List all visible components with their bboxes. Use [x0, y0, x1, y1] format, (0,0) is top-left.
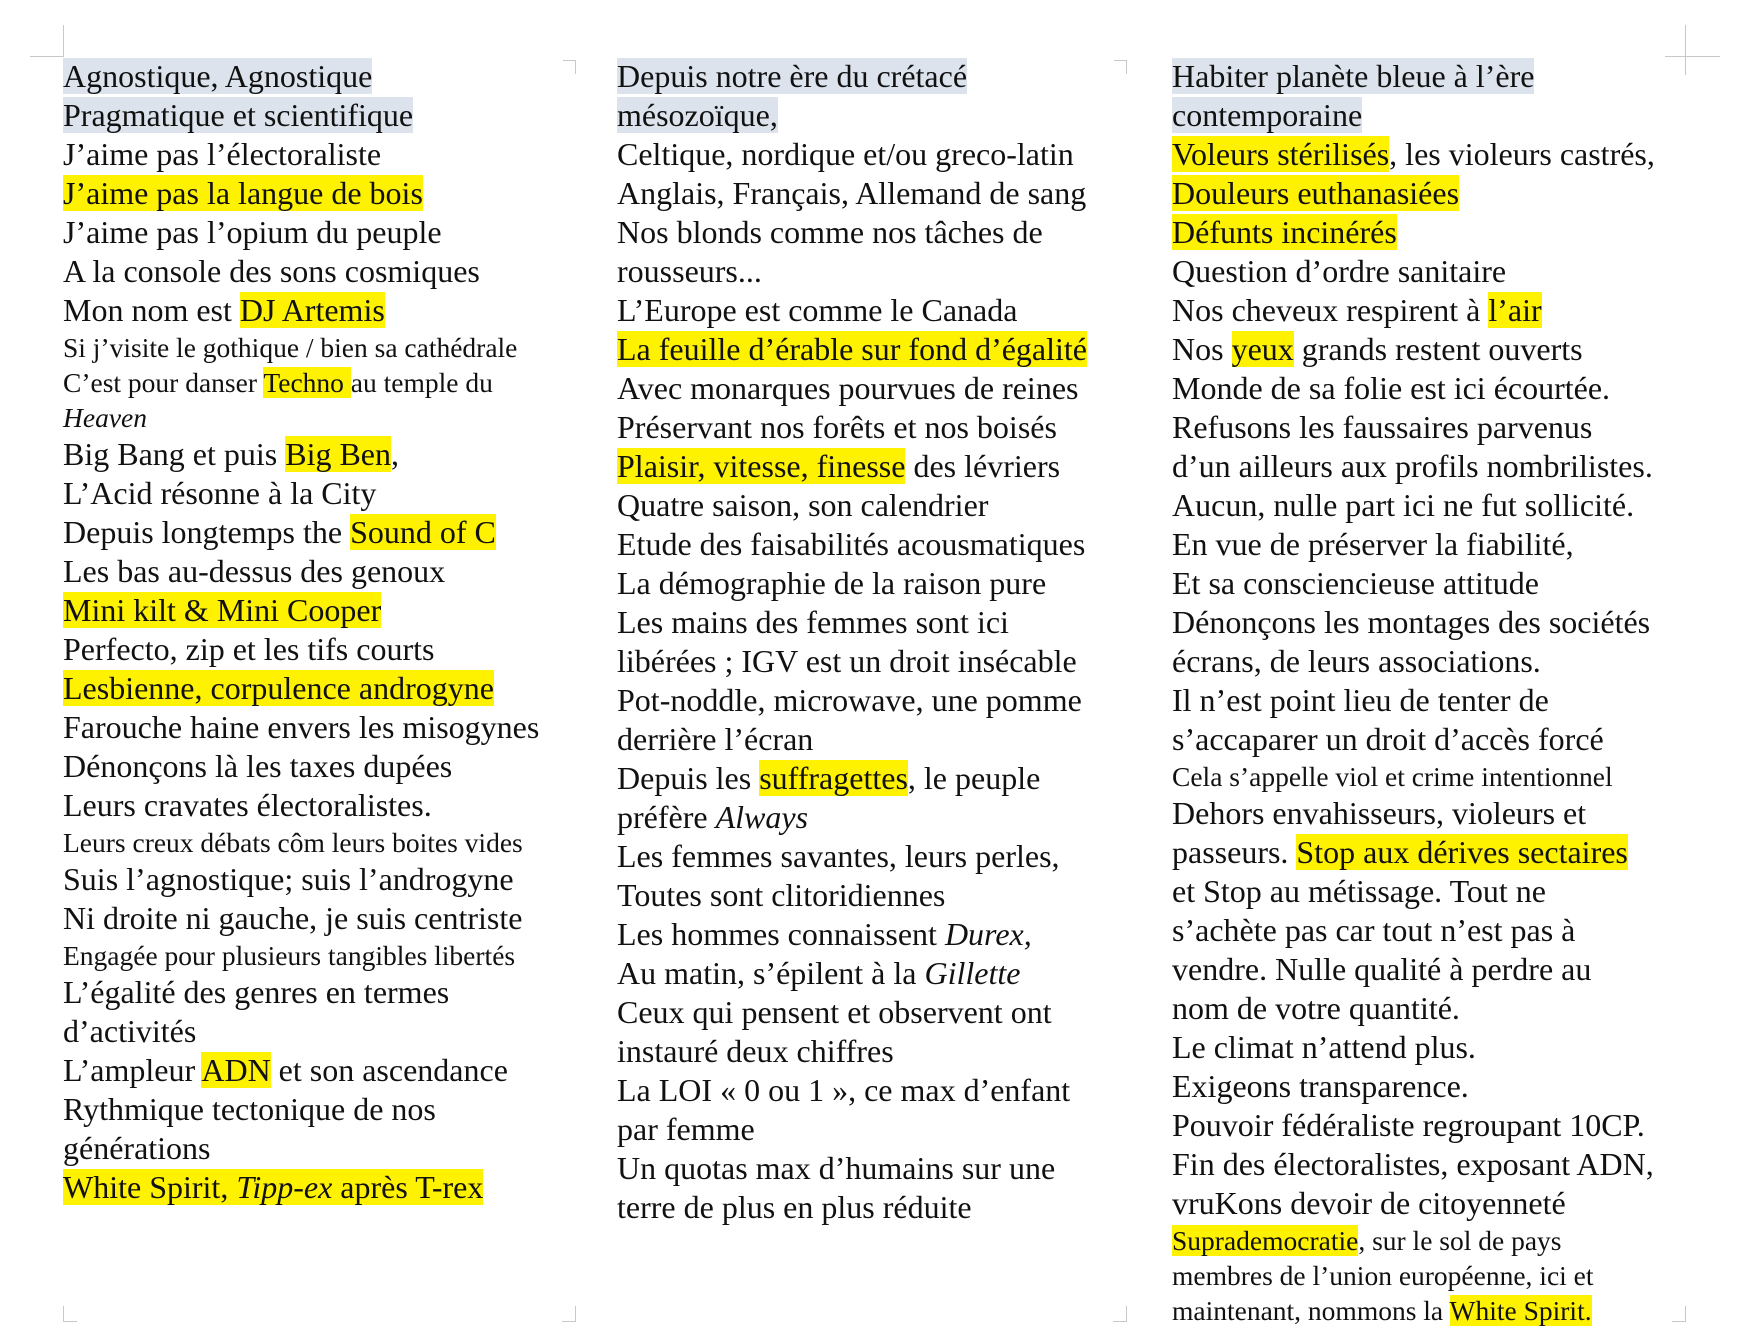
text-line — [1172, 681, 1692, 720]
selected-text: mésozoïque, — [617, 97, 778, 133]
crop-mark — [562, 1321, 576, 1322]
text-line — [63, 1129, 575, 1168]
text-line — [617, 1071, 1117, 1110]
text-line — [63, 96, 575, 135]
text-line — [617, 1110, 1117, 1149]
text-line — [617, 954, 1117, 993]
highlighted-text: Stop aux dérives sectaires — [1296, 834, 1628, 870]
text-line — [63, 365, 575, 400]
text-line — [617, 213, 1117, 252]
text-run: Si j’visite le gothique / bien sa cathédrale — [63, 332, 518, 363]
highlighted-text: Défunts incinérés — [1172, 214, 1397, 250]
text-run: d’un ailleurs aux profils nombrilistes. — [1172, 448, 1653, 484]
text-run: Les femmes savantes, leurs perles, — [617, 838, 1060, 874]
text-line — [63, 213, 575, 252]
italic-text: Durex, — [944, 916, 1032, 952]
text-line — [617, 135, 1117, 174]
text-run: vruKons devoir de citoyenneté — [1172, 1185, 1566, 1221]
text-line — [1172, 486, 1692, 525]
text-line — [63, 825, 575, 860]
text-run: Il n’est point lieu de tenter de — [1172, 682, 1549, 718]
text-line — [617, 486, 1117, 525]
crop-mark — [63, 1306, 64, 1321]
text-line — [617, 330, 1117, 369]
text-line — [63, 669, 575, 708]
text-run: L’ampleur — [63, 1052, 202, 1088]
highlighted-text: suffragettes — [759, 760, 908, 796]
text-run: passeurs. — [1172, 834, 1297, 870]
text-run: Dehors envahisseurs, violeurs et — [1172, 795, 1587, 831]
highlighted-text: DJ Artemis — [239, 292, 385, 328]
text-run: Avec monarques pourvues de reines — [617, 370, 1079, 406]
text-line — [1172, 213, 1692, 252]
text-line — [63, 938, 575, 973]
text-line — [1172, 525, 1692, 564]
text-run: Les bas au-dessus des genoux — [63, 553, 446, 589]
text-line — [1172, 564, 1692, 603]
text-run: Big Bang et puis — [63, 436, 286, 472]
text-run: , — [391, 436, 399, 472]
text-run: Au matin, s’épilent à la — [617, 955, 925, 991]
text-run: Rythmique tectonique de nos — [63, 1091, 436, 1127]
text-column-middle — [617, 57, 1117, 1227]
text-run: Suis l’agnostique; suis l’androgyne — [63, 861, 514, 897]
text-line — [63, 630, 575, 669]
text-line — [63, 860, 575, 899]
text-run: Et sa consciencieuse attitude — [1172, 565, 1539, 601]
text-run: Fin des électoralistes, exposant ADN, — [1172, 1146, 1654, 1182]
text-line — [63, 474, 575, 513]
highlighted-text: après T-rex — [332, 1169, 484, 1205]
text-line — [1172, 252, 1692, 291]
text-line — [617, 564, 1117, 603]
text-line — [63, 747, 575, 786]
highlighted-text: Techno — [263, 367, 351, 398]
text-run: La démographie de la raison pure — [617, 565, 1047, 601]
text-line — [617, 798, 1117, 837]
text-run: Farouche haine envers les misogynes — [63, 709, 540, 745]
text-line — [617, 759, 1117, 798]
text-run: membres de l’union européenne, ici et — [1172, 1260, 1594, 1291]
text-run: et Stop au métissage. Tout ne — [1172, 873, 1546, 909]
highlighted-text: Suprademocratie — [1172, 1225, 1359, 1256]
text-run: nom de votre quantité. — [1172, 990, 1460, 1026]
text-line — [1172, 911, 1692, 950]
text-line — [63, 552, 575, 591]
text-run: instauré deux chiffres — [617, 1033, 894, 1069]
text-run: grands restent ouverts — [1293, 331, 1583, 367]
highlighted-text: Big Ben — [285, 436, 391, 472]
text-line — [1172, 1145, 1692, 1184]
text-line — [1172, 1293, 1692, 1328]
text-line — [63, 1168, 575, 1207]
text-run: Le climat n’attend plus. — [1172, 1029, 1476, 1065]
text-line — [1172, 447, 1692, 486]
text-line — [1172, 96, 1692, 135]
italic-text: Heaven — [63, 402, 147, 433]
highlighted-text: White Spirit. — [1449, 1295, 1592, 1326]
text-run: préfère — [617, 799, 716, 835]
text-run: écrans, de leurs associations. — [1172, 643, 1541, 679]
text-run: Mon nom est — [63, 292, 240, 328]
text-line — [1172, 57, 1692, 96]
text-run: Refusons les faussaires parvenus — [1172, 409, 1593, 445]
text-line — [1172, 1223, 1692, 1258]
highlighted-text: Lesbienne, corpulence androgyne — [63, 670, 494, 706]
text-line — [1172, 950, 1692, 989]
crop-mark — [1113, 1321, 1127, 1322]
text-line — [617, 525, 1117, 564]
text-run: Perfecto, zip et les tifs courts — [63, 631, 435, 667]
crop-mark — [575, 60, 576, 74]
text-run: au temple du — [350, 367, 493, 398]
text-line — [1172, 872, 1692, 911]
crop-mark — [1126, 60, 1127, 74]
text-run: Cela s’appelle viol et crime intentionnel — [1172, 761, 1613, 792]
text-run: Dénonçons là les taxes dupées — [63, 748, 453, 784]
text-column-left — [63, 57, 575, 1207]
text-line — [617, 369, 1117, 408]
text-run: Celtique, nordique et/ou greco-latin — [617, 136, 1074, 172]
text-line — [617, 876, 1117, 915]
text-line — [1172, 720, 1692, 759]
text-run: Dénonçons les montages des sociétés — [1172, 604, 1651, 640]
text-line — [617, 57, 1117, 96]
text-run: Engagée pour plusieurs tangibles libertés — [63, 940, 516, 971]
text-run: des lévriers — [905, 448, 1061, 484]
selected-text: Agnostique, Agnostique — [63, 58, 373, 94]
text-run: et son ascendance — [270, 1052, 508, 1088]
highlighted-text: Mini kilt & Mini Cooper — [63, 592, 382, 628]
highlighted-text: Sound of C — [350, 514, 496, 550]
text-run: s’achète pas car tout n’est pas à — [1172, 912, 1576, 948]
text-line — [1172, 291, 1692, 330]
text-run: En vue de préserver la fiabilité, — [1172, 526, 1574, 562]
text-run: vendre. Nulle qualité à perdre au — [1172, 951, 1592, 987]
text-run: A la console des sons cosmiques — [63, 253, 480, 289]
text-line — [617, 642, 1117, 681]
highlighted-text: yeux — [1231, 331, 1294, 367]
text-line — [1172, 408, 1692, 447]
text-line — [1172, 369, 1692, 408]
text-run: Leurs cravates électoralistes. — [63, 787, 432, 823]
text-line — [1172, 989, 1692, 1028]
text-line — [617, 96, 1117, 135]
text-run: libérées ; IGV est un droit insécable — [617, 643, 1077, 679]
crop-mark — [575, 1306, 576, 1321]
text-line — [63, 400, 575, 435]
selected-text: Depuis notre ère du crétacé — [617, 58, 968, 94]
text-line — [1172, 603, 1692, 642]
text-line — [63, 591, 575, 630]
text-line — [63, 1012, 575, 1051]
text-line — [1172, 1067, 1692, 1106]
text-run: Ceux qui pensent et observent ont — [617, 994, 1052, 1030]
text-run: Pot-noddle, microwave, une pomme — [617, 682, 1082, 718]
text-run: Aucun, nulle part ici ne fut sollicité. — [1172, 487, 1635, 523]
text-line — [63, 330, 575, 365]
highlighted-text: J’aime pas la langue de bois — [63, 175, 423, 211]
highlighted-text: White Spirit, — [63, 1169, 237, 1205]
text-column-right — [1172, 57, 1692, 1328]
text-line — [63, 513, 575, 552]
text-run: maintenant, nommons la — [1172, 1295, 1450, 1326]
text-run: Anglais, Français, Allemand de sang — [617, 175, 1087, 211]
crop-mark — [63, 1321, 77, 1322]
text-line — [617, 993, 1117, 1032]
crop-mark — [63, 25, 64, 57]
highlighted-text: La feuille d’érable sur fond d’égalité — [617, 331, 1087, 367]
text-line — [617, 447, 1117, 486]
highlighted-text: Voleurs stérilisés — [1172, 136, 1390, 172]
text-run: L’Acid résonne à la City — [63, 475, 377, 511]
text-run: , le peuple — [907, 760, 1041, 796]
text-line — [617, 1188, 1117, 1227]
text-line — [1172, 174, 1692, 213]
text-run: Etude des faisabilités acousmatiques — [617, 526, 1086, 562]
text-run: Toutes sont clitoridiennes — [617, 877, 946, 913]
text-run: La LOI « 0 ou 1 », ce max d’enfant — [617, 1072, 1071, 1108]
text-line — [1172, 759, 1692, 794]
text-line — [1172, 1028, 1692, 1067]
text-line — [617, 1149, 1117, 1188]
text-run: J’aime pas l’électoraliste — [63, 136, 382, 172]
text-line — [1172, 794, 1692, 833]
text-line — [1172, 1258, 1692, 1293]
text-line — [617, 915, 1117, 954]
text-line — [1172, 135, 1692, 174]
text-line — [1172, 330, 1692, 369]
italic-text: Gillette — [924, 955, 1021, 991]
text-line — [63, 174, 575, 213]
text-line — [617, 837, 1117, 876]
highlighted-text: l’air — [1488, 292, 1542, 328]
text-run: Monde de sa folie est ici écourtée. — [1172, 370, 1611, 406]
text-line — [617, 291, 1117, 330]
text-run: Nos blonds comme nos tâches de — [617, 214, 1043, 250]
text-line — [63, 57, 575, 96]
text-line — [63, 291, 575, 330]
text-run: L’Europe est comme le Canada — [617, 292, 1018, 328]
text-line — [1172, 833, 1692, 872]
text-line — [1172, 642, 1692, 681]
text-line — [63, 1090, 575, 1129]
text-run: Un quotas max d’humains sur une — [617, 1150, 1056, 1186]
text-line — [63, 973, 575, 1012]
highlighted-text: Plaisir, vitesse, finesse — [617, 448, 906, 484]
text-line — [617, 681, 1117, 720]
text-run: s’accaparer un droit d’accès forcé — [1172, 721, 1604, 757]
text-run: rousseurs... — [617, 253, 762, 289]
text-run: Leurs creux débats côm leurs boites vides — [63, 827, 523, 858]
text-run: Question d’ordre sanitaire — [1172, 253, 1507, 289]
text-line — [1172, 1106, 1692, 1145]
crop-mark — [30, 56, 63, 57]
text-line — [617, 603, 1117, 642]
text-run: Depuis longtemps the — [63, 514, 351, 550]
selected-text: contemporaine — [1172, 97, 1363, 133]
crop-mark — [1126, 1306, 1127, 1321]
text-line — [617, 408, 1117, 447]
text-run: C’est pour danser — [63, 367, 264, 398]
text-run: Depuis les — [617, 760, 760, 796]
text-run: générations — [63, 1130, 211, 1166]
text-run: par femme — [617, 1111, 755, 1147]
text-line — [617, 252, 1117, 291]
selected-text: Pragmatique et scientifique — [63, 97, 414, 133]
text-run: L’égalité des genres en termes — [63, 974, 450, 1010]
text-run: terre de plus en plus réduite — [617, 1189, 972, 1225]
selected-text: Habiter planète bleue à l’ère — [1172, 58, 1535, 94]
text-run: Préservant nos forêts et nos boisés — [617, 409, 1057, 445]
text-run: J’aime pas l’opium du peuple — [63, 214, 442, 250]
text-run: Les hommes connaissent — [617, 916, 945, 952]
text-line — [63, 708, 575, 747]
text-run: Quatre saison, son calendrier — [617, 487, 989, 523]
text-line — [617, 1032, 1117, 1071]
text-line — [63, 135, 575, 174]
text-run: Nos — [1172, 331, 1232, 367]
text-run: derrière l’écran — [617, 721, 814, 757]
highlighted-text: ADN — [201, 1052, 271, 1088]
italic-text: Always — [715, 799, 809, 835]
text-run: Nos cheveux respirent à — [1172, 292, 1489, 328]
text-run: , les violeurs castrés, — [1389, 136, 1655, 172]
highlighted-text: Tipp-ex — [236, 1169, 333, 1205]
highlighted-text: Douleurs euthanasiées — [1172, 175, 1460, 211]
text-run: Les mains des femmes sont ici — [617, 604, 1009, 640]
text-run: , sur le sol de pays — [1358, 1225, 1562, 1256]
text-line — [617, 720, 1117, 759]
text-line — [63, 252, 575, 291]
text-run: d’activités — [63, 1013, 197, 1049]
text-run: Ni droite ni gauche, je suis centriste — [63, 900, 523, 936]
text-run: Exigeons transparence. — [1172, 1068, 1469, 1104]
text-line — [63, 786, 575, 825]
text-line — [1172, 1184, 1692, 1223]
text-line — [617, 174, 1117, 213]
text-line — [63, 435, 575, 474]
text-run: Pouvoir fédéraliste regroupant 10CP. — [1172, 1107, 1645, 1143]
text-line — [63, 899, 575, 938]
text-line — [63, 1051, 575, 1090]
